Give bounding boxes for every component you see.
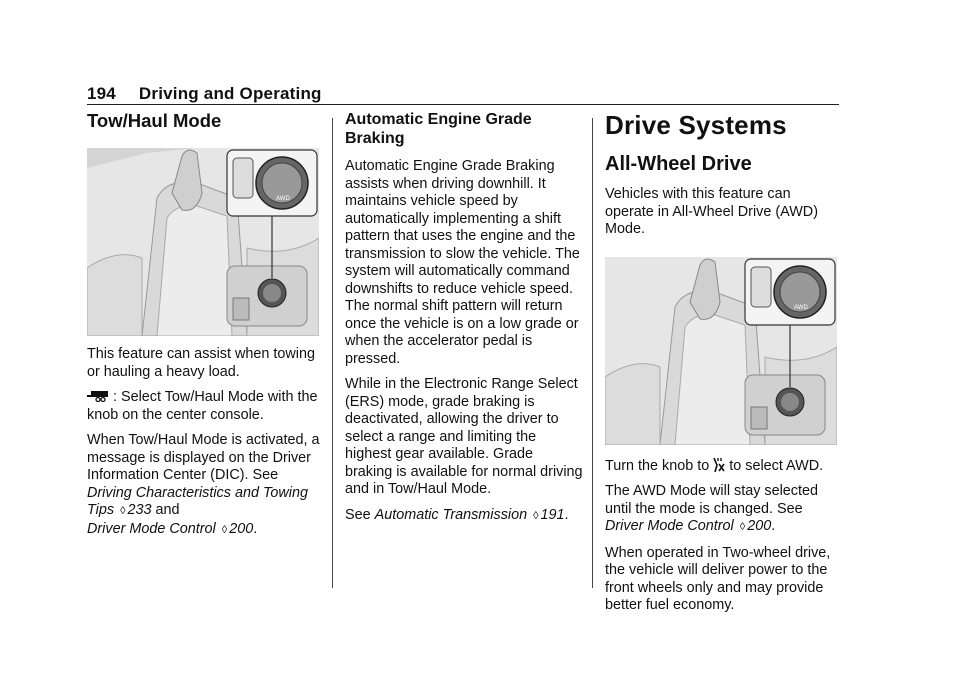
ref-automatic-transmission-page[interactable]: 191 bbox=[540, 506, 565, 523]
awd-instruction-pre: Turn the knob to bbox=[605, 457, 710, 474]
console-drawing bbox=[87, 148, 319, 336]
ref-driver-mode-control-page[interactable]: 200 bbox=[229, 520, 254, 537]
tow-haul-heading: Tow/Haul Mode bbox=[87, 110, 222, 131]
column-grade-braking bbox=[345, 110, 583, 533]
ref-driver-mode-control[interactable]: Driver Mode Control bbox=[87, 520, 216, 537]
awd-intro: Vehicles with this feature can operate in All-Wheel Drive (AWD) Mode. bbox=[605, 186, 818, 237]
awd-instruction bbox=[605, 457, 841, 476]
page-reference-icon: ◊ bbox=[221, 523, 228, 536]
section-title: Driving and Operating bbox=[138, 84, 322, 103]
see-text: See bbox=[345, 506, 371, 523]
ref-towing-tips-page[interactable]: 233 bbox=[127, 502, 152, 518]
awd-console-awd-label: AWD bbox=[794, 304, 808, 311]
awd-instruction-post: to select AWD. bbox=[729, 457, 824, 474]
grade-braking-see-also: See Automatic Transmission ◊ 191. bbox=[345, 506, 569, 523]
column-divider-1 bbox=[332, 118, 333, 588]
grade-braking-heading: Automatic Engine Grade Braking bbox=[345, 111, 532, 147]
tow-haul-activated: When Tow/Haul Mode is activated, a message is displayed on the Driver Information Center (DIC). See Driving Characteristics and Towing Tips ◊ 233 and Driver Mode Control ◊ 200. bbox=[87, 432, 320, 537]
column-tow-haul bbox=[87, 110, 323, 547]
awd-console-illustration bbox=[605, 257, 837, 445]
awd-heading: All-Wheel Drive bbox=[605, 153, 752, 175]
ref-driver-mode-control-awd-page[interactable]: 200 bbox=[747, 518, 772, 534]
page-reference-icon: ◊ bbox=[120, 505, 126, 517]
tow-haul-icon bbox=[87, 390, 109, 402]
ref-automatic-transmission[interactable]: Automatic Transmission bbox=[374, 506, 528, 523]
tow-haul-activated-text: When Tow/Haul Mode is activated, a message is displayed on the Driver Information Center (DIC). See bbox=[87, 432, 320, 483]
center-console-illustration bbox=[87, 148, 319, 336]
column-divider-2 bbox=[592, 118, 593, 588]
and-text: and bbox=[155, 502, 180, 518]
ref-driver-mode-control-awd[interactable]: Driver Mode Control bbox=[605, 518, 734, 534]
tow-haul-instruction-text: : Select Tow/Haul Mode with the knob on the center console. bbox=[87, 389, 318, 423]
awd-icon bbox=[712, 457, 726, 473]
column-drive-systems bbox=[605, 110, 841, 623]
page-reference-icon: ◊ bbox=[739, 521, 746, 533]
awd-mode-stays: The AWD Mode will stay selected until the mode is changed. See Driver Mode Control ◊ 200. bbox=[605, 483, 819, 534]
console-awd-label: AWD bbox=[276, 196, 290, 202]
header-rule bbox=[87, 104, 839, 105]
tow-haul-intro: This feature can assist when towing or hauling a heavy load. bbox=[87, 346, 315, 380]
drive-systems-heading: Drive Systems bbox=[605, 110, 787, 140]
awd-mode-stays-text: The AWD Mode will stay selected until the mode is changed. See bbox=[605, 483, 819, 517]
grade-braking-ers: While in the Electronic Range Select (ERS) mode, grade braking is deactivated, allowing the driver to select a range and limiting the highest gear available. Grade braking is available for normal driving and in Tow/Haul Mode. bbox=[345, 376, 583, 497]
ref-towing-tips[interactable]: Driving Characteristics and Towing Tips bbox=[87, 484, 309, 518]
page-number: 194 bbox=[87, 84, 116, 103]
running-header bbox=[87, 84, 322, 104]
awd-console-drawing bbox=[605, 257, 837, 445]
grade-braking-description: Automatic Engine Grade Braking assists when driving downhill. It maintains vehicle speed by automatically implementing a shift pattern that uses the engine and the transmission to slow the vehicle. The system will automatically command downshifts to reduce vehicle speed. The normal shift pattern will return once the vehicle is on a low grade or when the accelerator pedal is pressed. bbox=[345, 158, 580, 367]
two-wheel-drive-note: When operated in Two-wheel drive, the vehicle will deliver power to the front wheels only and may provide better fuel economy. bbox=[605, 544, 831, 613]
page-reference-icon: ◊ bbox=[533, 509, 539, 522]
tow-haul-instruction bbox=[87, 389, 323, 424]
